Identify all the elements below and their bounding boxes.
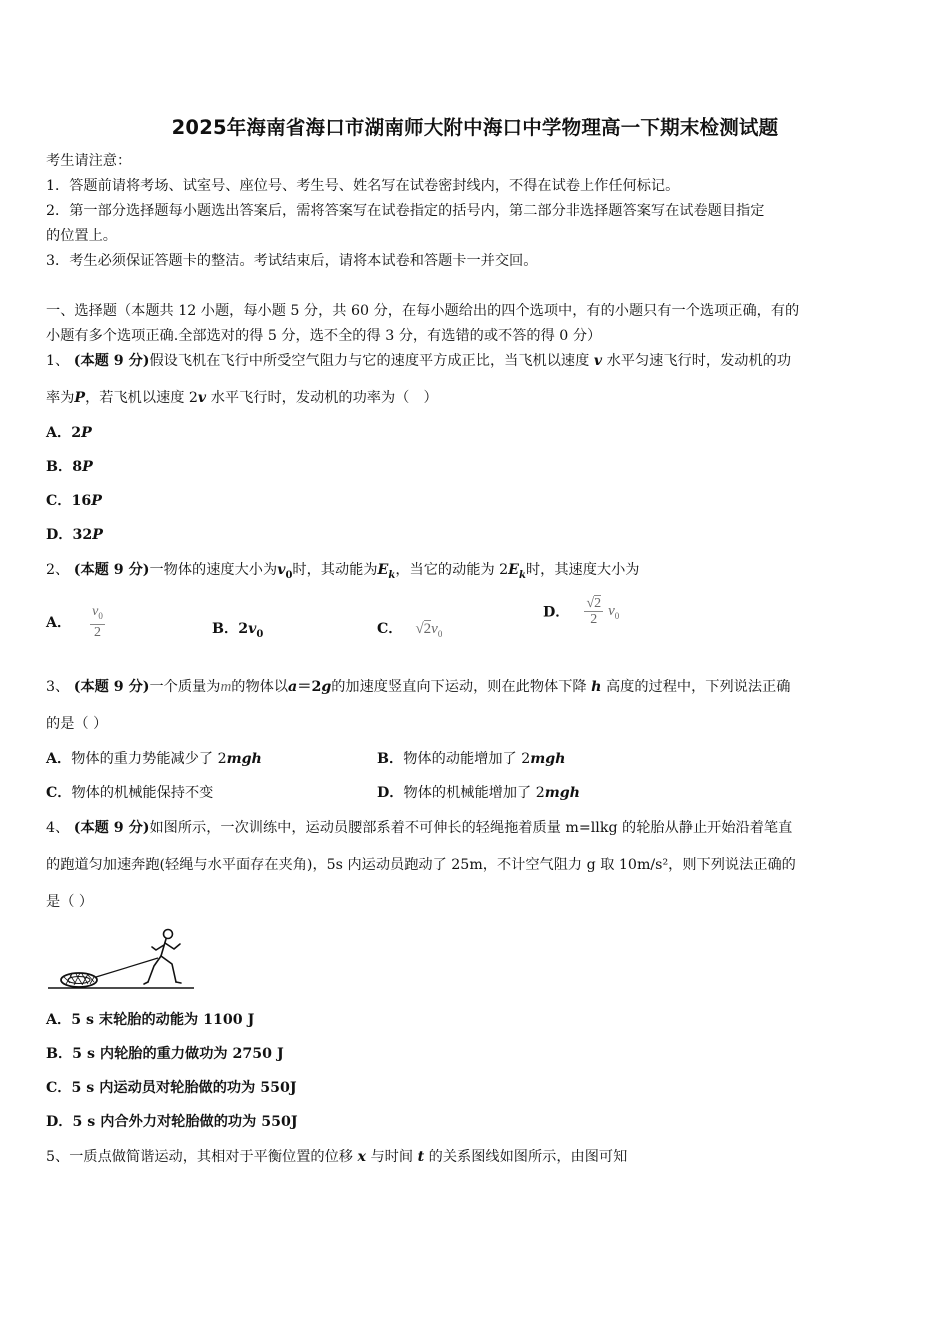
question-number: 3、 (46, 679, 70, 695)
option-letter: A． (46, 425, 72, 441)
question-text: 水平飞行时，发动机的功率为（ ） (210, 390, 438, 406)
question-5-line1 (46, 1147, 627, 1167)
math-var: x (357, 1149, 366, 1165)
option-letter: A． (46, 751, 72, 767)
q1-option-a[interactable] (46, 423, 92, 443)
option-text: 物体的机械能增加了 2 (403, 785, 545, 801)
notice-item-3: 3．考生必须保证答题卡的整洁。考试结束后，请将本试卷和答题卡一并交回。 (46, 253, 538, 269)
math-var: v (197, 390, 207, 406)
question-number: 1、 (46, 353, 70, 369)
math-var: v (277, 562, 286, 578)
q4-option-c[interactable]: C．5 s 内运动员对轮胎做的功为 550J (46, 1080, 297, 1096)
question-text: 高度的过程中，下列说法正确 (605, 679, 791, 695)
q3-option-a[interactable] (46, 749, 262, 769)
math-var: P (92, 527, 103, 543)
question-3-line2: 的是（ ） (46, 716, 108, 732)
radicand: 2 (594, 596, 602, 611)
notice-heading: 考生请注意： (46, 153, 132, 169)
math-sub: 0 (98, 610, 103, 621)
q3-option-d[interactable] (377, 783, 580, 803)
question-text: ，若飞机以速度 2 (85, 390, 198, 406)
question-1-line2 (46, 388, 438, 408)
math-var: E (377, 562, 389, 578)
sqrt-icon: √ (586, 596, 595, 611)
math-var: P (74, 390, 86, 406)
question-text: 时，其速度大小为 (525, 562, 640, 578)
option-value: 16 (71, 493, 92, 509)
math-sub: 0 (285, 569, 293, 581)
fraction-denominator: 2 (584, 611, 603, 627)
option-letter: B． (212, 621, 239, 637)
question-text: 的关系图线如图所示，由图可知 (428, 1149, 628, 1165)
q1-option-c[interactable] (46, 491, 102, 511)
runner-tire-figure (46, 922, 196, 992)
question-4-line3: 是（ ） (46, 894, 94, 910)
question-number: 2、 (46, 562, 70, 578)
sqrt-icon: √ (415, 621, 424, 637)
math-sub: k (519, 569, 526, 581)
math-var: mgh (530, 751, 566, 767)
q1-option-b[interactable] (46, 457, 93, 477)
question-text: 如图所示，一次训练中，运动员腰部系着不可伸长的轻绳拖着质量 m=llkg 的轮胎从静止开始沿着笔直 (149, 820, 793, 836)
question-score-tag: (本题 9 分) (73, 353, 150, 369)
q3-option-c[interactable] (46, 783, 213, 803)
fraction (90, 604, 105, 640)
math-var: h (591, 679, 602, 695)
fraction-denominator: 2 (90, 624, 105, 640)
question-number: 5、 (46, 1149, 70, 1165)
notice-item-2-cont: 的位置上。 (46, 228, 117, 244)
math-var: E (508, 562, 519, 578)
question-3-line1 (46, 677, 790, 697)
section-header-line2: 小题有多个选项正确.全部选对的得 5 分，选不全的得 3 分，有选错的或不答的得 0 分） (46, 328, 602, 344)
math-sub: 0 (437, 629, 443, 639)
notice-item-2: 2．第一部分选择题每小题选出答案后，需将答案写在试卷指定的括号内，第二部分非选择题答案写在试卷题目指定 (46, 203, 765, 219)
option-letter: B． (46, 459, 73, 475)
notice-item-1: 1．答题前请将考场、试室号、座位号、考生号、姓名写在试卷密封线内，不得在试卷上作任何标记。 (46, 178, 680, 194)
question-text: 一物体的速度大小为 (149, 562, 278, 578)
q2-option-d[interactable] (543, 596, 619, 627)
question-text: 一质点做简谐运动，其相对于平衡位置的位移 (69, 1149, 353, 1165)
section-header-line1: 一、选择题（本题共 12 小题，每小题 5 分，共 60 分，在每小题给出的四个选项中，有的小题只有一个选项正确，有的 (46, 303, 800, 319)
page-title: 2025年海南省海口市湖南师大附中海口中学物理高一下期末检测试题 (171, 116, 779, 139)
option-letter: B． (377, 751, 404, 767)
question-text: 水平匀速飞行时，发动机的功 (606, 353, 792, 369)
question-score-tag: (本题 9 分) (73, 820, 150, 836)
runner-icon (144, 930, 181, 985)
option-letter: D． (543, 604, 570, 621)
question-number: 4、 (46, 820, 70, 836)
question-score-tag: (本题 9 分) (73, 679, 150, 695)
question-4-line2: 的跑道匀加速奔跑(轻绳与水平面存在夹角)，5s 内运动员跑动了 25m，不计空气阻力 g 取 10m/s²，则下列说法正确的 (46, 857, 796, 873)
option-letter: D． (46, 527, 73, 543)
question-text: ，当它的动能为 2 (395, 562, 509, 578)
option-value: 2 (238, 621, 249, 637)
math-var: a (288, 679, 298, 695)
fraction (584, 596, 603, 627)
math-var: t (417, 1149, 425, 1165)
question-4-line1 (46, 818, 792, 838)
option-letter: A． (46, 614, 72, 631)
question-text: 的加速度竖直向下运动，则在此物体下降 (331, 679, 587, 695)
math-var: mgh (544, 785, 580, 801)
question-text: 时，其动能为 (292, 562, 378, 578)
option-text: 物体的动能增加了 2 (403, 751, 531, 767)
math-var: mgh (226, 751, 262, 767)
math-var: v (593, 353, 603, 369)
option-letter: C． (46, 785, 72, 801)
question-score-tag: (本题 9 分) (73, 562, 150, 578)
question-text: 一个质量为 (149, 679, 221, 695)
q3-option-b[interactable] (377, 749, 565, 769)
question-text: 假设飞机在飞行中所受空气阻力与它的速度平方成正比，当飞机以速度 (149, 353, 590, 369)
question-text: 率为 (46, 390, 75, 406)
q1-option-d[interactable] (46, 525, 103, 545)
q2-option-a[interactable] (46, 604, 105, 640)
question-text: 的物体以 (231, 679, 289, 695)
math-sub: 0 (256, 628, 264, 640)
math-var-v: v (608, 602, 615, 619)
option-text: 物体的机械能保持不变 (71, 785, 214, 801)
q2-option-b[interactable] (212, 619, 263, 645)
q4-option-a[interactable]: A．5 s 末轮胎的动能为 1100 J (46, 1012, 255, 1028)
question-2-stem (46, 560, 639, 586)
rope-line (96, 958, 158, 977)
tire-icon (61, 973, 97, 987)
option-value: 2 (71, 425, 82, 441)
math-var: v (431, 621, 438, 637)
math-sub: 0 (614, 610, 620, 621)
math-var (608, 603, 619, 619)
sqrt-expression (415, 621, 442, 637)
radicand: 2 (423, 621, 432, 637)
math-var: v (92, 604, 99, 619)
option-text: 物体的重力势能减少了 2 (71, 751, 227, 767)
option-letter: C． (377, 621, 403, 637)
option-value: 32 (72, 527, 93, 543)
math-var: m (220, 679, 232, 695)
math-var: P (91, 493, 102, 509)
q4-option-b[interactable]: B．5 s 内轮胎的重力做功为 2750 J (46, 1046, 284, 1062)
math-var: P (82, 459, 93, 475)
math-var: g (321, 679, 332, 695)
option-letter: D． (377, 785, 404, 801)
math-var: v (248, 621, 257, 637)
q2-option-c[interactable] (377, 619, 442, 644)
math-var: P (81, 425, 92, 441)
math-sub: k (388, 569, 396, 581)
question-text: 与时间 (370, 1149, 414, 1165)
option-letter: C． (46, 493, 72, 509)
option-value: 8 (72, 459, 83, 475)
q4-option-d[interactable]: D．5 s 内合外力对轮胎做的功为 550J (46, 1114, 298, 1130)
math-text: ＝2 (297, 679, 322, 695)
question-1-line1 (46, 351, 791, 371)
